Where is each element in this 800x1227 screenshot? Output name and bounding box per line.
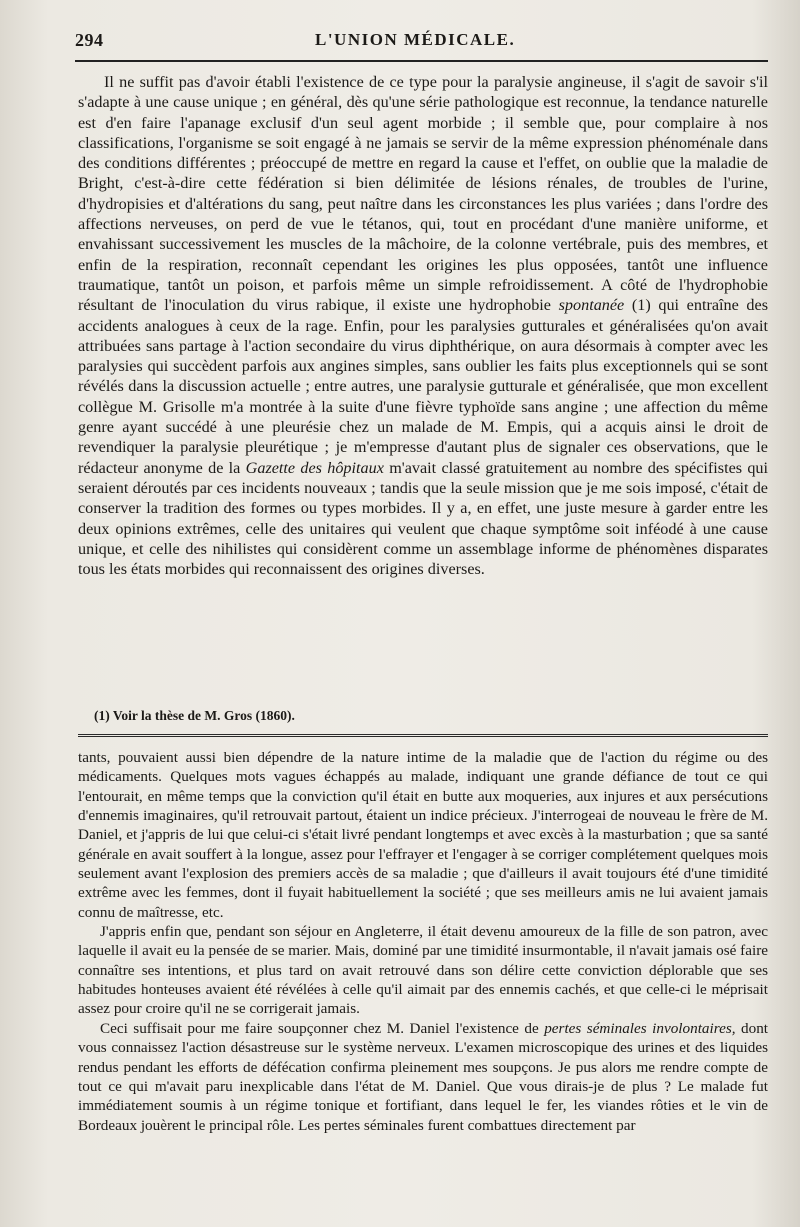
- page-header: [75, 24, 768, 58]
- lower-paragraph: J'appris enfin que, pendant son séjour en Angleterre, il était devenu amoureux de la fille de son patron, avec laquelle il avait eu la pensée de se marier. Mais, dominé par une timidité insurmontable, il n'avait jamais osé faire connaître ses intentions, et plus tard on avait retrouvé dans son délire cette conviction déplorable que ses habitudes honteuses avaient été révélées à celle qu'il aimait par des ennemis cachés, et que celle-ci le méprisait assez pour croire qu'il ne se corrigerait jamais.: [78, 923, 768, 1018]
- footnote: (1) Voir la thèse de M. Gros (1860).: [94, 708, 295, 723]
- lower-column-text: [78, 748, 768, 1135]
- lower-paragraph: tants, pouvaient aussi bien dépendre de la nature intime de la maladie que de l'action du régime ou des médicaments. Quelques mots vagues échappés au malade, indiquant une grande défiance de tout ce qui l'entourait, en même temps que la conviction qu'il était en butte aux moqueries, aux injures et aux persécutions d'ennemis imaginaires, qu'il retrouvait partout, étaient un indice précieux. J'interrogeai de nouveau le frère de M. Daniel, et j'appris de lui que celui-ci s'était livré pendant longtemps et avec excès à la masturbation ; que sa santé générale en avait souffert à la longue, assez pour l'effrayer et l'engager à se corriger complétement quelques mois seulement avant l'explosion des premiers accès de sa maladie ; que d'ailleurs il avait toujours été d'une timidité extrême avec les femmes, dont il fuyait habituellement la société ; que ses meilleurs amis ne lui avaient jamais connu de maîtresse, etc.: [78, 749, 768, 921]
- text-run: Ceci suffisait pour me faire soupçonner chez M. Daniel l'existence de: [100, 1019, 539, 1037]
- text-run: (1) qui entraîne des accidents analogues à ceux de la rage. Enfin, pour les paralysies gutturales et généralisées qu'on avait attribuées sans partage à l'action secondaire du virus diphthérique, on aura désormais à compter avec les paralysies qui succèdent parfois aux angines simples, sans oublier les faits plus exceptionnels qui se sont révélés dans la discussion actuelle ; entre autres, une paralysie gutturale et généralisée, que mon excellent collègue M. Grisolle m'a montrée à la suite d'une fièvre typhoïde sans angine ; une affection du même genre ayant succédé à une pleurésie chez un malade de M. Empis, qui a acquis ainsi le droit de revendiquer la paralysie pleurétique ; je m'empresse d'autant plus de signaler ces observations, que le rédacteur anonyme de la: [78, 296, 769, 477]
- text-run: m'avait classé gratuitement au nombre des spécifistes qui seraient déroutés par ces incidents nouveaux ; tandis que la seule mission que je me sois imposé, c'était de conserver la tradition des formes ou types morbides. Il y a, en effet, une juste mesure à garder entre les deux opinions extrêmes, celle des unitaires qui veulent que chaque symptôme soit inféodé à une cause unique, et celle des nihilistes qui considèrent comme un assemblage informe de phénomènes disparates tous les états morbides qui reconnaissent des origines diverses.: [78, 458, 769, 579]
- text-run: dont vous connaissez l'action désastreuse sur le système nerveux. L'examen microscopique des urines et des liquides rendus pendant les efforts de défécation confirma pleinement mes soupçons. Je pus alors me rendre compte de tout ce qui m'avait paru inexplicable dans l'état de M. Daniel. Que vous dirais-je de plus ? Le malade fut immédiatement soumis à un régime tonique et fortifiant, dans lequel le fer, les viandes rôties et le vin de Bordeaux jouèrent le principal rôle. Les pertes séminales furent combattues directement par: [78, 1019, 769, 1134]
- main-article-text: [78, 72, 768, 579]
- header-rule: [75, 60, 768, 62]
- italic-term: pertes séminales involontaires,: [544, 1019, 736, 1037]
- journal-title: Gazette des hôpitaux: [245, 458, 384, 477]
- section-divider: [78, 734, 768, 739]
- text-run: Il ne suffit pas d'avoir établi l'existence de ce type pour la paralysie angineuse, il s'agit de savoir s'il s'adapte à une cause unique ; en général, dès qu'une série pathologique est reconnue, la tendance naturelle est d'en faire l'apanage exclusif d'un seul agent morbide ; il semble que, pour complaire à nos classifications, l'organisme se soit engagé à ne jamais se servir de la même expression phénoménale dans des conditions différentes ; préoccupé de mettre en regard la cause et l'effet, on oublie que la maladie de Bright, c'est-à-dire cette fédération si bien délimitée de lésions rénales, de troubles de l'urine, d'hydropisies et d'altérations du sang, peut naître dans les circonstances les plus variées ; dans l'ordre des affections nerveuses, on perd de vue le tétanos, qui, tout en procédant d'une manière uniforme, et envahissant successivement les muscles de la mâchoire, de la colonne vertébrale, puis des membres, et enfin de la respiration, reconnaît cependant les origines les plus opposées, tantôt une influence traumatique, tantôt un poison, et parfois même un simple refroidissement. A côté de l'hydrophobie résultant de l'inoculation du virus rabique, il existe une hydrophobie: [78, 73, 768, 315]
- italic-term: spontanée: [558, 296, 625, 315]
- main-paragraph: [78, 72, 768, 579]
- lower-paragraph: [78, 1019, 768, 1135]
- page-number: 294: [75, 30, 104, 50]
- running-title: L'UNION MÉDICALE.: [315, 30, 516, 49]
